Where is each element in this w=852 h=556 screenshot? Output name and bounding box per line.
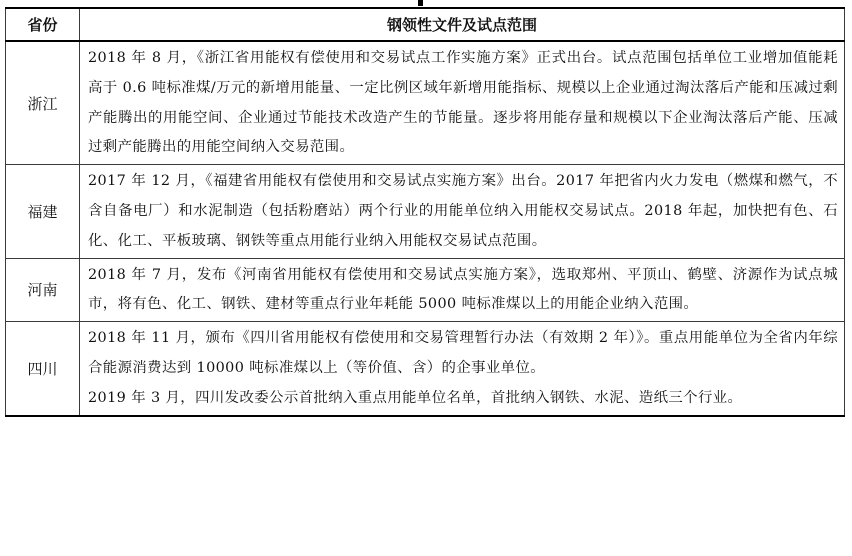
policy-paragraph: 2017 年 12 月，《福建省用能权有偿使用和交易试点实施方案》出台。2017 年把省内火力发电（燃煤和燃气，不含自备电厂）和水泥制造（包括粉磨站）两个行业的用能单位纳入用能权交易试点。2018 年起，加快把有色、石化、化工、平板玻璃、钢铁等重点用能行业纳入用能权交易试点范围。 (88, 173, 838, 249)
table-header-row (6, 8, 845, 41)
policy-cell (80, 258, 845, 322)
province-cell: 河南 (6, 258, 80, 322)
province-cell: 福建 (6, 165, 80, 258)
header-province: 省份 (6, 8, 80, 41)
policy-cell (80, 41, 845, 165)
policy-table (5, 7, 845, 417)
province-cell: 浙江 (6, 41, 80, 165)
table-row (6, 258, 845, 322)
policy-paragraph: 2019 年 3 月，四川发改委公示首批纳入重点用能单位名单，首批纳入钢铁、水泥、造纸三个行业。 (88, 389, 743, 406)
policy-cell (80, 322, 845, 416)
policy-paragraph: 2018 年 7 月，发布《河南省用能权有偿使用和交易试点实施方案》，选取郑州、平顶山、鹤壁、济源作为试点城市，将有色、化工、钢铁、建材等重点行业年耗能 5000 吨标准煤以上的用能企业纳入范围。 (88, 266, 838, 313)
table-row (6, 41, 845, 165)
header-policy: 钢领性文件及试点范围 (80, 8, 845, 41)
policy-cell (80, 165, 845, 258)
table-row (6, 165, 845, 258)
policy-paragraph: 2018 年 11 月，颁布《四川省用能权有偿使用和交易管理暂行办法（有效期 2 年）》。重点用能单位为全省内年综合能源消费达到 10000 吨标准煤以上（等价值、含）的企事业单位。 (88, 330, 838, 376)
top-edge-mark (418, 0, 423, 6)
table-row (6, 322, 845, 416)
province-cell: 四川 (6, 322, 80, 416)
policy-paragraph: 2018 年 8 月，《浙江省用能权有偿使用和交易试点工作实施方案》正式出台。试点范围包括单位工业增加值能耗高于 0.6 吨标准煤/万元的新增用能量、一定比例区域年新增用能指标、规模以上企业通过淘汰落后产能和压减过剩产能腾出的用能空间、企业通过节能技术改造产生的节能量。逐步将用能存量和规模以下企业淘汰落后产能、压减过剩产能腾出的用能空间纳入交易范围。 (88, 50, 838, 156)
